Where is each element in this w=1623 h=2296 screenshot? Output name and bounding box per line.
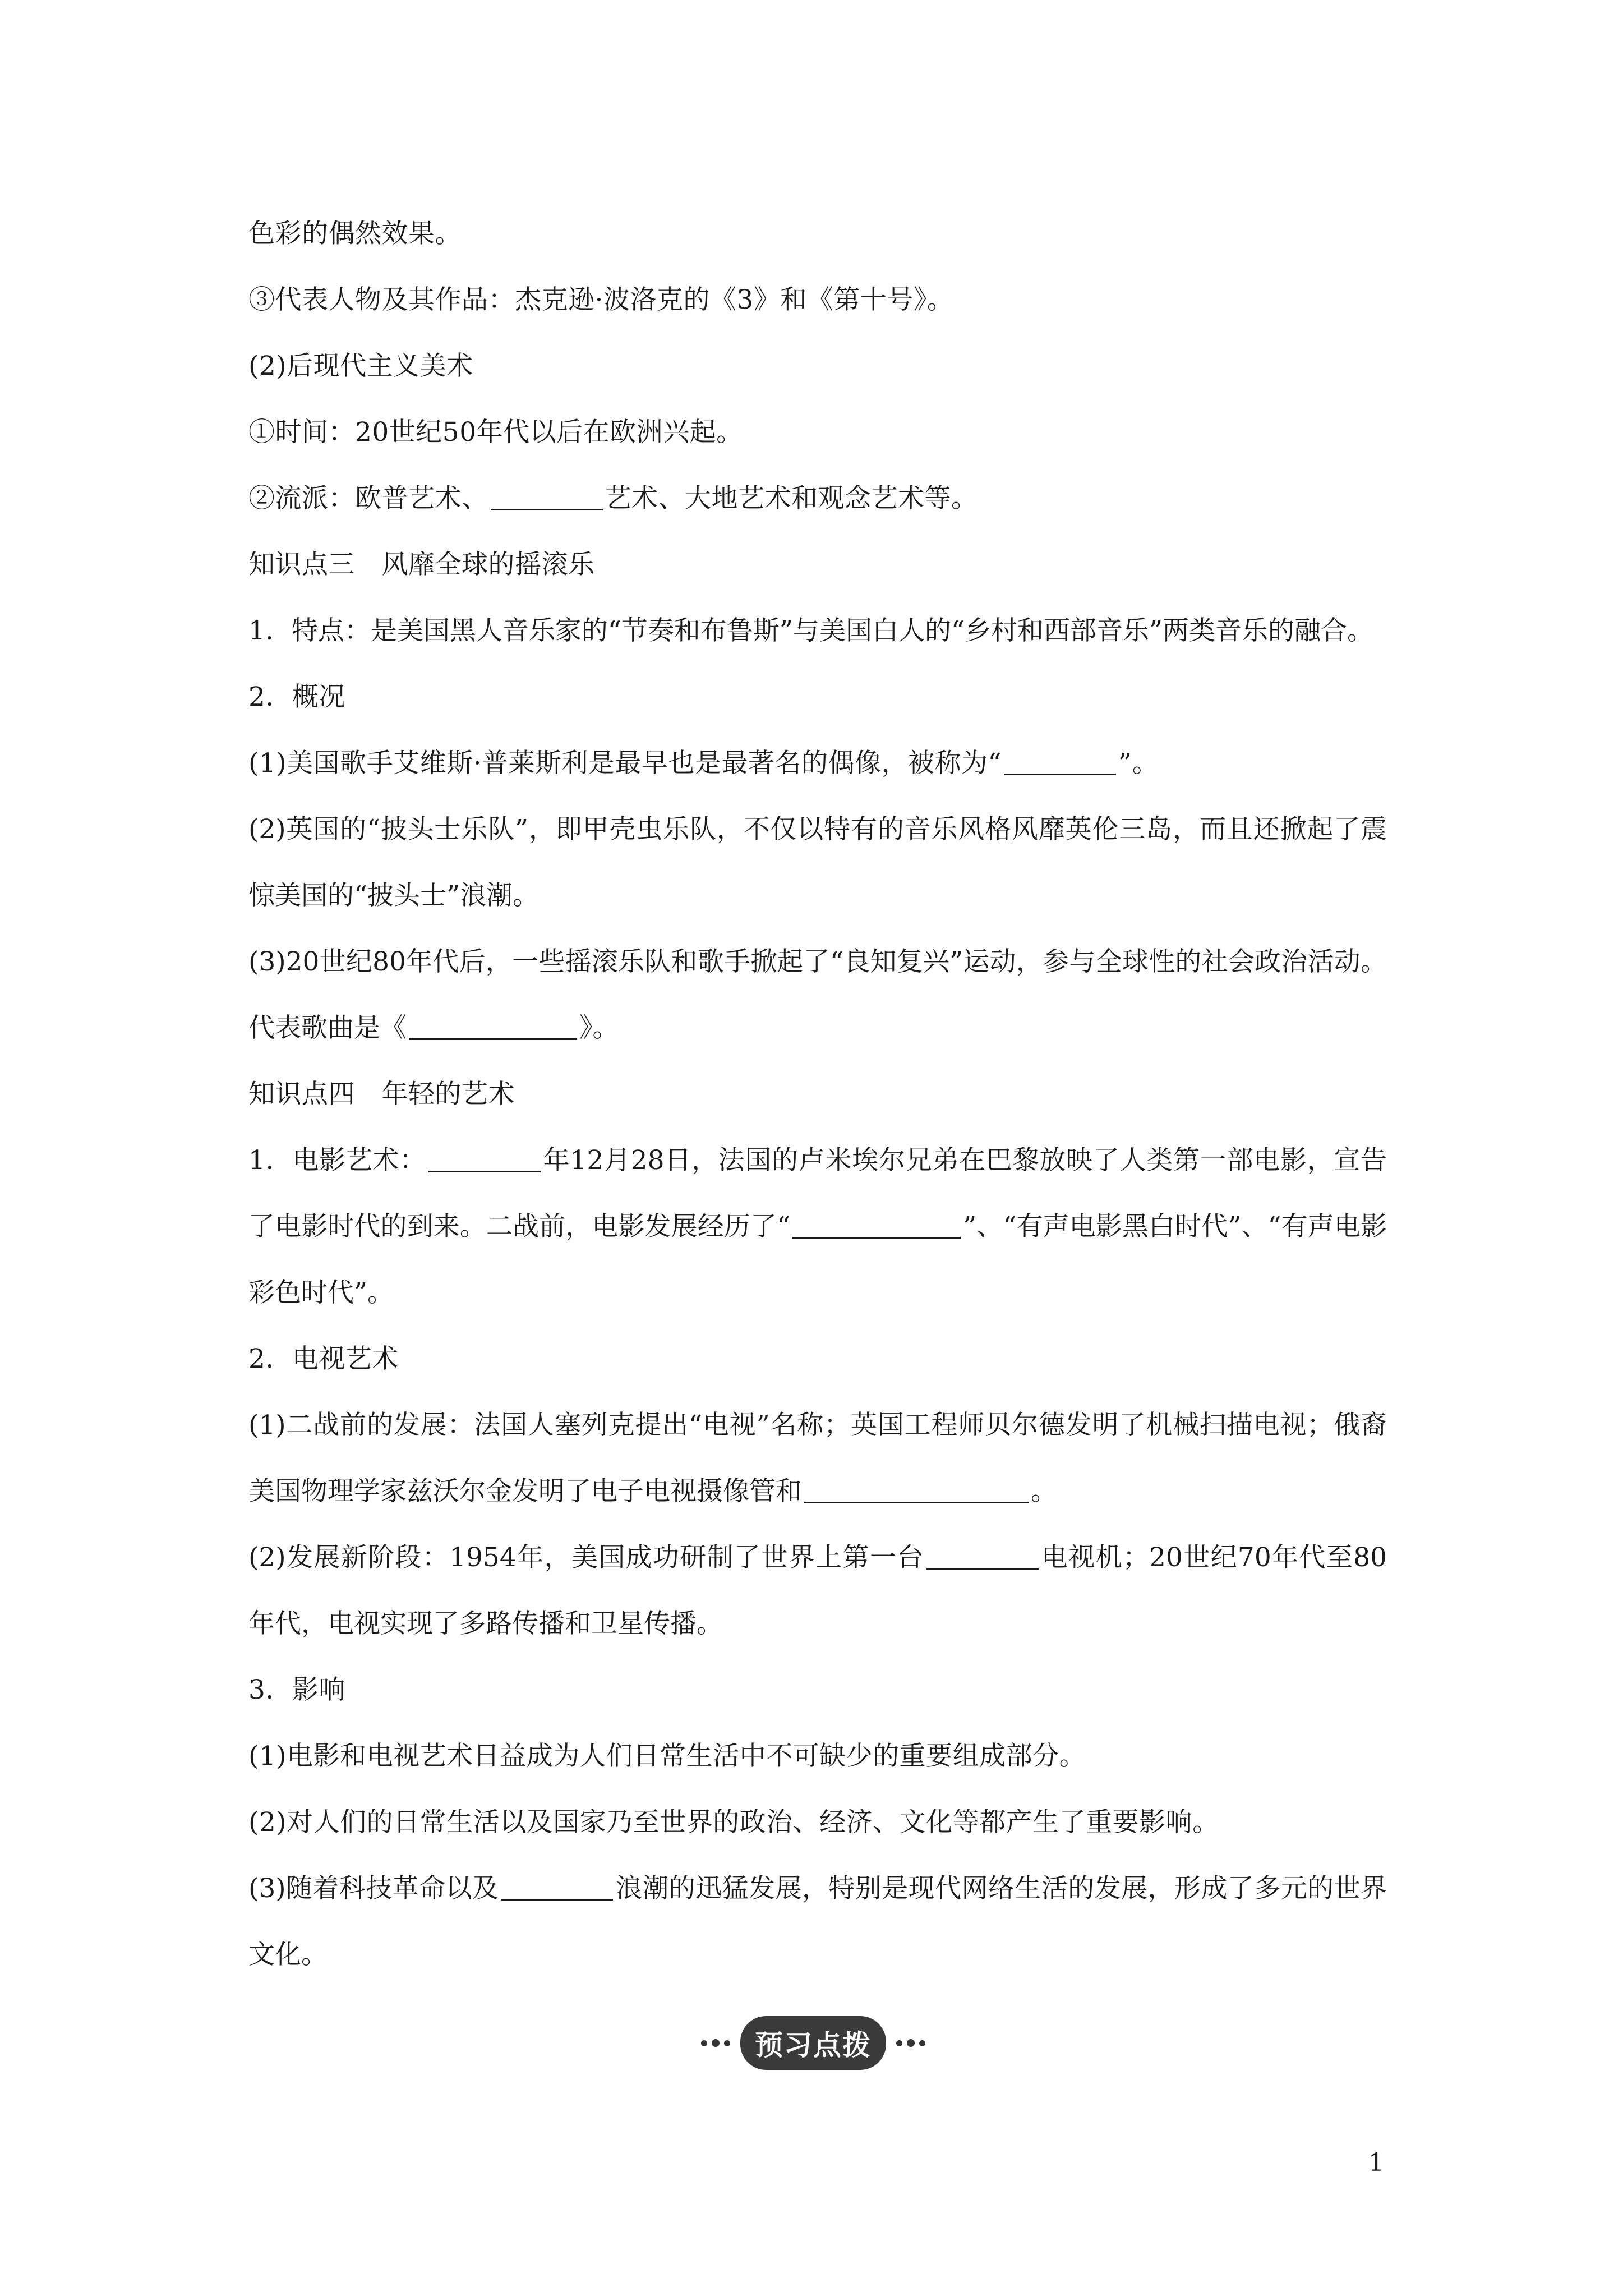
subsection-heading: 3．影响 — [248, 1674, 345, 1705]
dot-icon — [919, 2040, 925, 2046]
dot-icon — [712, 2039, 720, 2047]
fill-in-blank[interactable] — [428, 1148, 541, 1172]
text-paragraph: 1．电影艺术： 年12月28日，法国的卢米埃尔兄弟在巴黎放映了人类第一部电影，宣告了电影时代的到来。二战前，电影发展经历了“ ”、“有声电影黑白时代”、“有声电影彩色时代”。 — [248, 1145, 1387, 1308]
text-paragraph: (3)随着科技革命以及 浪潮的迅猛发展，特别是现代网络生活的发展，形成了多元的世界文化。 — [248, 1873, 1387, 1970]
dot-icon — [724, 2040, 730, 2046]
fill-in-blank[interactable] — [804, 1479, 1029, 1503]
text-line: ②流派：欧普艺术、 艺术、大地艺术和观念艺术等。 — [248, 483, 978, 514]
text-line: ③代表人物及其作品：杰克逊·波洛克的《3》和《第十号》。 — [248, 284, 954, 315]
subsection-heading: 2．电视艺术 — [248, 1343, 399, 1374]
page-number: 1 — [1368, 2148, 1384, 2177]
dot-icon — [701, 2040, 707, 2046]
text-line: (1)电影和电视艺术日益成为人们日常生活中不可缺少的重要组成部分。 — [248, 1741, 1086, 1772]
fill-in-blank[interactable] — [1004, 751, 1116, 775]
fill-in-blank[interactable] — [926, 1545, 1039, 1570]
text-line: (2)对人们的日常生活以及国家乃至世界的政治、经济、文化等都产生了重要影响。 — [248, 1807, 1219, 1838]
dot-icon — [907, 2039, 915, 2047]
section-banner — [690, 2015, 937, 2071]
text-paragraph: (2)发展新阶段：1954年，美国成功研制了世界上第一台 电视机；20世纪70年代至80年代，电视实现了多路传播和卫星传播。 — [248, 1542, 1387, 1639]
text-line: ①时间：20世纪50年代以后在欧洲兴起。 — [248, 417, 743, 448]
subsection-heading: (2)后现代主义美术 — [248, 351, 473, 381]
document-body — [248, 201, 1387, 1988]
fill-in-blank[interactable] — [501, 1876, 613, 1901]
banner-label: 预习点拨 — [740, 2016, 886, 2070]
text-paragraph: 1．特点：是美国黑人音乐家的“节奏和布鲁斯”与美国白人的“乡村和西部音乐”两类音乐的融合。 — [248, 615, 1374, 646]
fill-in-blank[interactable] — [792, 1214, 961, 1239]
section-heading: 知识点四 年轻的艺术 — [248, 1079, 515, 1110]
text-paragraph: (2)英国的“披头士乐队”，即甲壳虫乐队，不仅以特有的音乐风格风靡英伦三岛，而且还掀起了震惊美国的“披头士”浪潮。 — [248, 814, 1387, 911]
banner-dots-left — [701, 2039, 730, 2047]
dot-icon — [896, 2040, 902, 2046]
text-paragraph: (1)二战前的发展：法国人塞列克提出“电视”名称；英国工程师贝尔德发明了机械扫描电视；俄裔美国物理学家兹沃尔金发明了电子电视摄像管和 。 — [248, 1410, 1387, 1507]
banner-dots-right — [896, 2039, 925, 2047]
section-heading: 知识点三 风靡全球的摇滚乐 — [248, 549, 595, 580]
subsection-heading: 2．概况 — [248, 682, 345, 712]
fill-in-blank[interactable] — [409, 1016, 577, 1040]
text-line: 色彩的偶然效果。 — [248, 218, 462, 249]
text-paragraph: (3)20世纪80年代后，一些摇滚乐队和歌手掀起了“良知复兴”运动，参与全球性的社会政治活动。代表歌曲是《 》。 — [248, 946, 1387, 1043]
fill-in-blank[interactable] — [491, 486, 603, 510]
text-line: (1)美国歌手艾维斯·普莱斯利是最早也是最著名的偶像，被称为“ ”。 — [248, 748, 1159, 779]
